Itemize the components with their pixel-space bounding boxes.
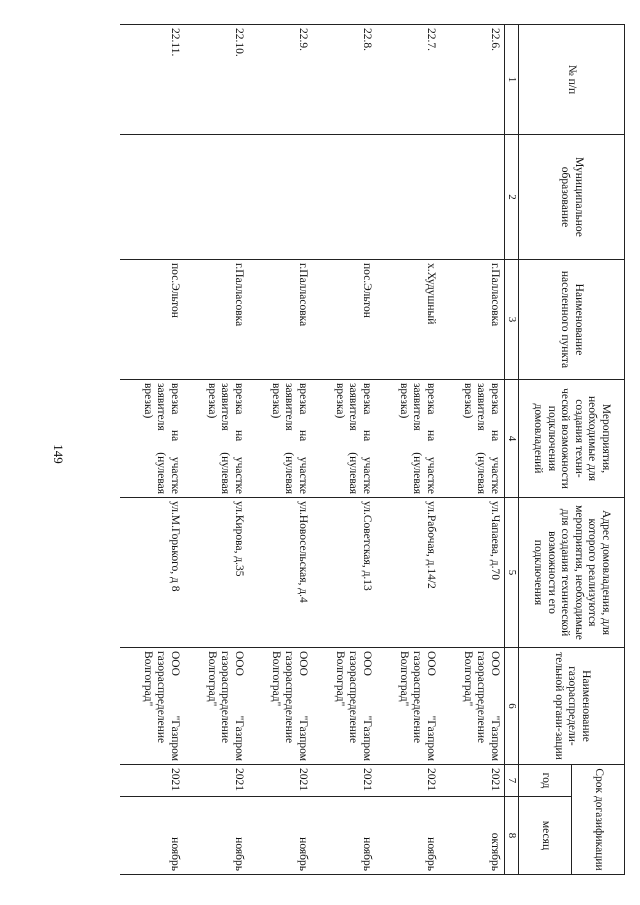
cell-settlement: х.Худушный xyxy=(376,260,440,380)
cell-month: ноябрь xyxy=(248,797,312,875)
gasification-table xyxy=(120,24,625,875)
cell-n: 22.10. xyxy=(184,25,248,135)
cell-gdo: ООО "Газпром газораспределение Волгоград" xyxy=(376,648,440,765)
cell-month: ноябрь xyxy=(376,797,440,875)
column-number: 3 xyxy=(505,260,519,380)
cell-municipality xyxy=(248,135,312,260)
header-month: месяц xyxy=(519,797,572,875)
cell-municipality xyxy=(120,135,184,260)
cell-year: 2021 xyxy=(248,765,312,797)
column-number: 6 xyxy=(505,648,519,765)
cell-year: 2021 xyxy=(376,765,440,797)
header-measures: Мероприятия, необходимые для создания техни-ческой возможности подключения домовладений xyxy=(519,380,625,498)
table-header xyxy=(505,25,625,875)
column-numbers-row xyxy=(505,25,519,875)
cell-n: 22.6. xyxy=(440,25,505,135)
cell-municipality xyxy=(440,135,505,260)
table-body xyxy=(120,25,505,875)
cell-month: ноябрь xyxy=(184,797,248,875)
cell-address: ул.М.Горького, д 8 xyxy=(120,498,184,648)
rotated-table-container xyxy=(95,24,625,874)
cell-year: 2021 xyxy=(312,765,376,797)
cell-settlement: пос.Эльтон xyxy=(312,260,376,380)
cell-measure: врезка на участке заявителя (нулевая врезка) xyxy=(440,380,505,498)
cell-address: ул.Новосельская, д.4 xyxy=(248,498,312,648)
cell-municipality xyxy=(312,135,376,260)
header-year: год xyxy=(519,765,572,797)
cell-year: 2021 xyxy=(184,765,248,797)
cell-n: 22.11. xyxy=(120,25,184,135)
page-number: 149 xyxy=(50,444,66,464)
cell-month: ноябрь xyxy=(120,797,184,875)
column-number: 5 xyxy=(505,498,519,648)
table-row xyxy=(248,25,312,875)
column-number: 8 xyxy=(505,797,519,875)
cell-gdo: ООО "Газпром газораспределение Волгоград" xyxy=(312,648,376,765)
table-row xyxy=(376,25,440,875)
cell-municipality xyxy=(376,135,440,260)
header-address: Адрес домовладения, для которого реализуются мероприятия, необходимые для создания технической возможности его подключения xyxy=(519,498,625,648)
cell-address: ул.Кирова, д.35 xyxy=(184,498,248,648)
cell-measure: врезка на участке заявителя (нулевая врезка) xyxy=(184,380,248,498)
cell-month: ноябрь xyxy=(312,797,376,875)
cell-n: 22.7. xyxy=(376,25,440,135)
cell-gdo: ООО "Газпром газораспределение Волгоград" xyxy=(440,648,505,765)
header-settlement: Наименование населенного пункта xyxy=(519,260,625,380)
cell-settlement: г.Палласовка xyxy=(248,260,312,380)
header-municipality: Муниципальное образование xyxy=(519,135,625,260)
cell-year: 2021 xyxy=(440,765,505,797)
cell-municipality xyxy=(184,135,248,260)
header-gdo: Наименование газораспредели-тельной органи-зации xyxy=(519,648,625,765)
cell-gdo: ООО "Газпром газораспределение Волгоград" xyxy=(248,648,312,765)
column-number: 2 xyxy=(505,135,519,260)
cell-address: ул.Рабочая, д.14/2 xyxy=(376,498,440,648)
cell-month: октябрь xyxy=(440,797,505,875)
table-row xyxy=(312,25,376,875)
cell-address: ул.Советская, д.13 xyxy=(312,498,376,648)
column-number: 4 xyxy=(505,380,519,498)
header-n: № п/п xyxy=(519,25,625,135)
cell-measure: врезка на участке заявителя (нулевая врезка) xyxy=(248,380,312,498)
cell-address: ул.Чапаева, д.70 xyxy=(440,498,505,648)
table-row xyxy=(440,25,505,875)
cell-measure: врезка на участке заявителя (нулевая врезка) xyxy=(376,380,440,498)
header-term: Срок догазификации xyxy=(572,765,625,875)
table-row xyxy=(184,25,248,875)
cell-settlement: г.Палласовка xyxy=(440,260,505,380)
cell-measure: врезка на участке заявителя (нулевая врезка) xyxy=(312,380,376,498)
column-number: 7 xyxy=(505,765,519,797)
cell-gdo: ООО "Газпром газораспределение Волгоград" xyxy=(120,648,184,765)
cell-n: 22.9. xyxy=(248,25,312,135)
column-number: 1 xyxy=(505,25,519,135)
table-row xyxy=(120,25,184,875)
cell-n: 22.8. xyxy=(312,25,376,135)
cell-gdo: ООО "Газпром газораспределение Волгоград" xyxy=(184,648,248,765)
cell-settlement: г.Палласовка xyxy=(184,260,248,380)
cell-settlement: пос.Эльтон xyxy=(120,260,184,380)
cell-measure: врезка на участке заявителя (нулевая врезка) xyxy=(120,380,184,498)
cell-year: 2021 xyxy=(120,765,184,797)
